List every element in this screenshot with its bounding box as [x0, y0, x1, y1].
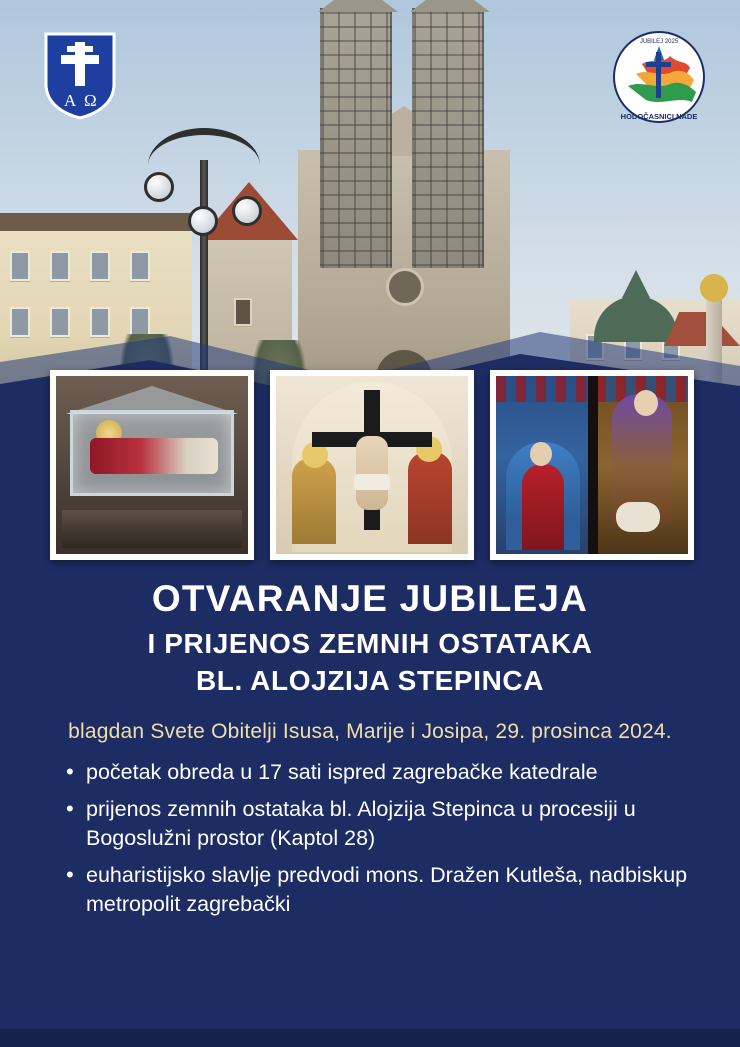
stone-base — [62, 510, 242, 548]
rose-window — [386, 268, 424, 306]
window — [50, 251, 70, 281]
relic-photo — [56, 376, 248, 554]
headline-line-3: BL. ALOJZIJA STEPINCA — [195, 665, 545, 697]
stained-glass-photo-card — [490, 370, 694, 560]
left-building-roof — [0, 213, 192, 231]
jubilee-bottom-text: HODOČASNICI NADE — [620, 112, 698, 121]
event-details-list — [0, 758, 740, 919]
window — [130, 251, 150, 281]
bottom-strip — [0, 1029, 740, 1047]
crucifix-fresco-photo — [276, 376, 468, 554]
window — [90, 251, 110, 281]
saint-joseph-face — [634, 390, 658, 416]
event-date-subtitle: blagdan Svete Obitelji Isusa, Marije i Josipa, 29. prosinca 2024. — [68, 719, 672, 743]
saint-figure-right — [408, 452, 452, 544]
stained-glass-photo — [496, 376, 688, 554]
window — [10, 251, 30, 281]
shield-letter-omega: Ω — [84, 91, 97, 110]
headline-line-2: I PRIJENOS ZEMNIH OSTATAKA — [147, 627, 593, 659]
virgin-mary-dress — [522, 464, 564, 550]
window — [90, 307, 110, 337]
window — [130, 307, 150, 337]
jubilee-2025-logo — [612, 30, 706, 124]
window-mullion — [588, 376, 598, 554]
list-item: • euharistijsko slavlje predvodi mons. Dražen Kutleša, nadbiskup metropolit zagrebački — [62, 861, 694, 919]
jubilee-top-text: JUBILEJ 2025 — [639, 39, 679, 45]
golden-statue — [700, 274, 728, 302]
photo-card-row — [50, 370, 694, 560]
list-item: • početak obreda u 17 sati ispred zagrebačke katedrale — [62, 758, 694, 787]
scaffolded-spire-right — [412, 8, 484, 268]
window — [234, 298, 252, 326]
window — [10, 307, 30, 337]
lamp-globe — [144, 172, 174, 202]
crucifix-photo-card — [270, 370, 474, 560]
list-item: • prijenos zemnih ostataka bl. Alojzija Stepinca u procesiji u Bogoslužni prostor (Kaptol 28) — [62, 795, 694, 853]
shield-letter-alpha: A — [64, 91, 77, 110]
virgin-mary-face — [530, 442, 552, 466]
baby-jesus-figure — [616, 502, 660, 532]
lamp-globe — [232, 196, 262, 226]
relic-photo-card — [50, 370, 254, 560]
saint-figure-left — [292, 458, 336, 544]
corpus-christi — [356, 436, 388, 510]
lamp-globe — [188, 206, 218, 236]
poster-text-block — [0, 578, 740, 927]
alpha-omega-shield-logo — [44, 32, 116, 120]
window — [50, 307, 70, 337]
reclining-figure — [90, 438, 218, 474]
scaffolded-spire-left — [320, 8, 392, 268]
loincloth — [354, 474, 390, 490]
headline-line-1: OTVARANJE JUBILEJA — [151, 578, 589, 619]
